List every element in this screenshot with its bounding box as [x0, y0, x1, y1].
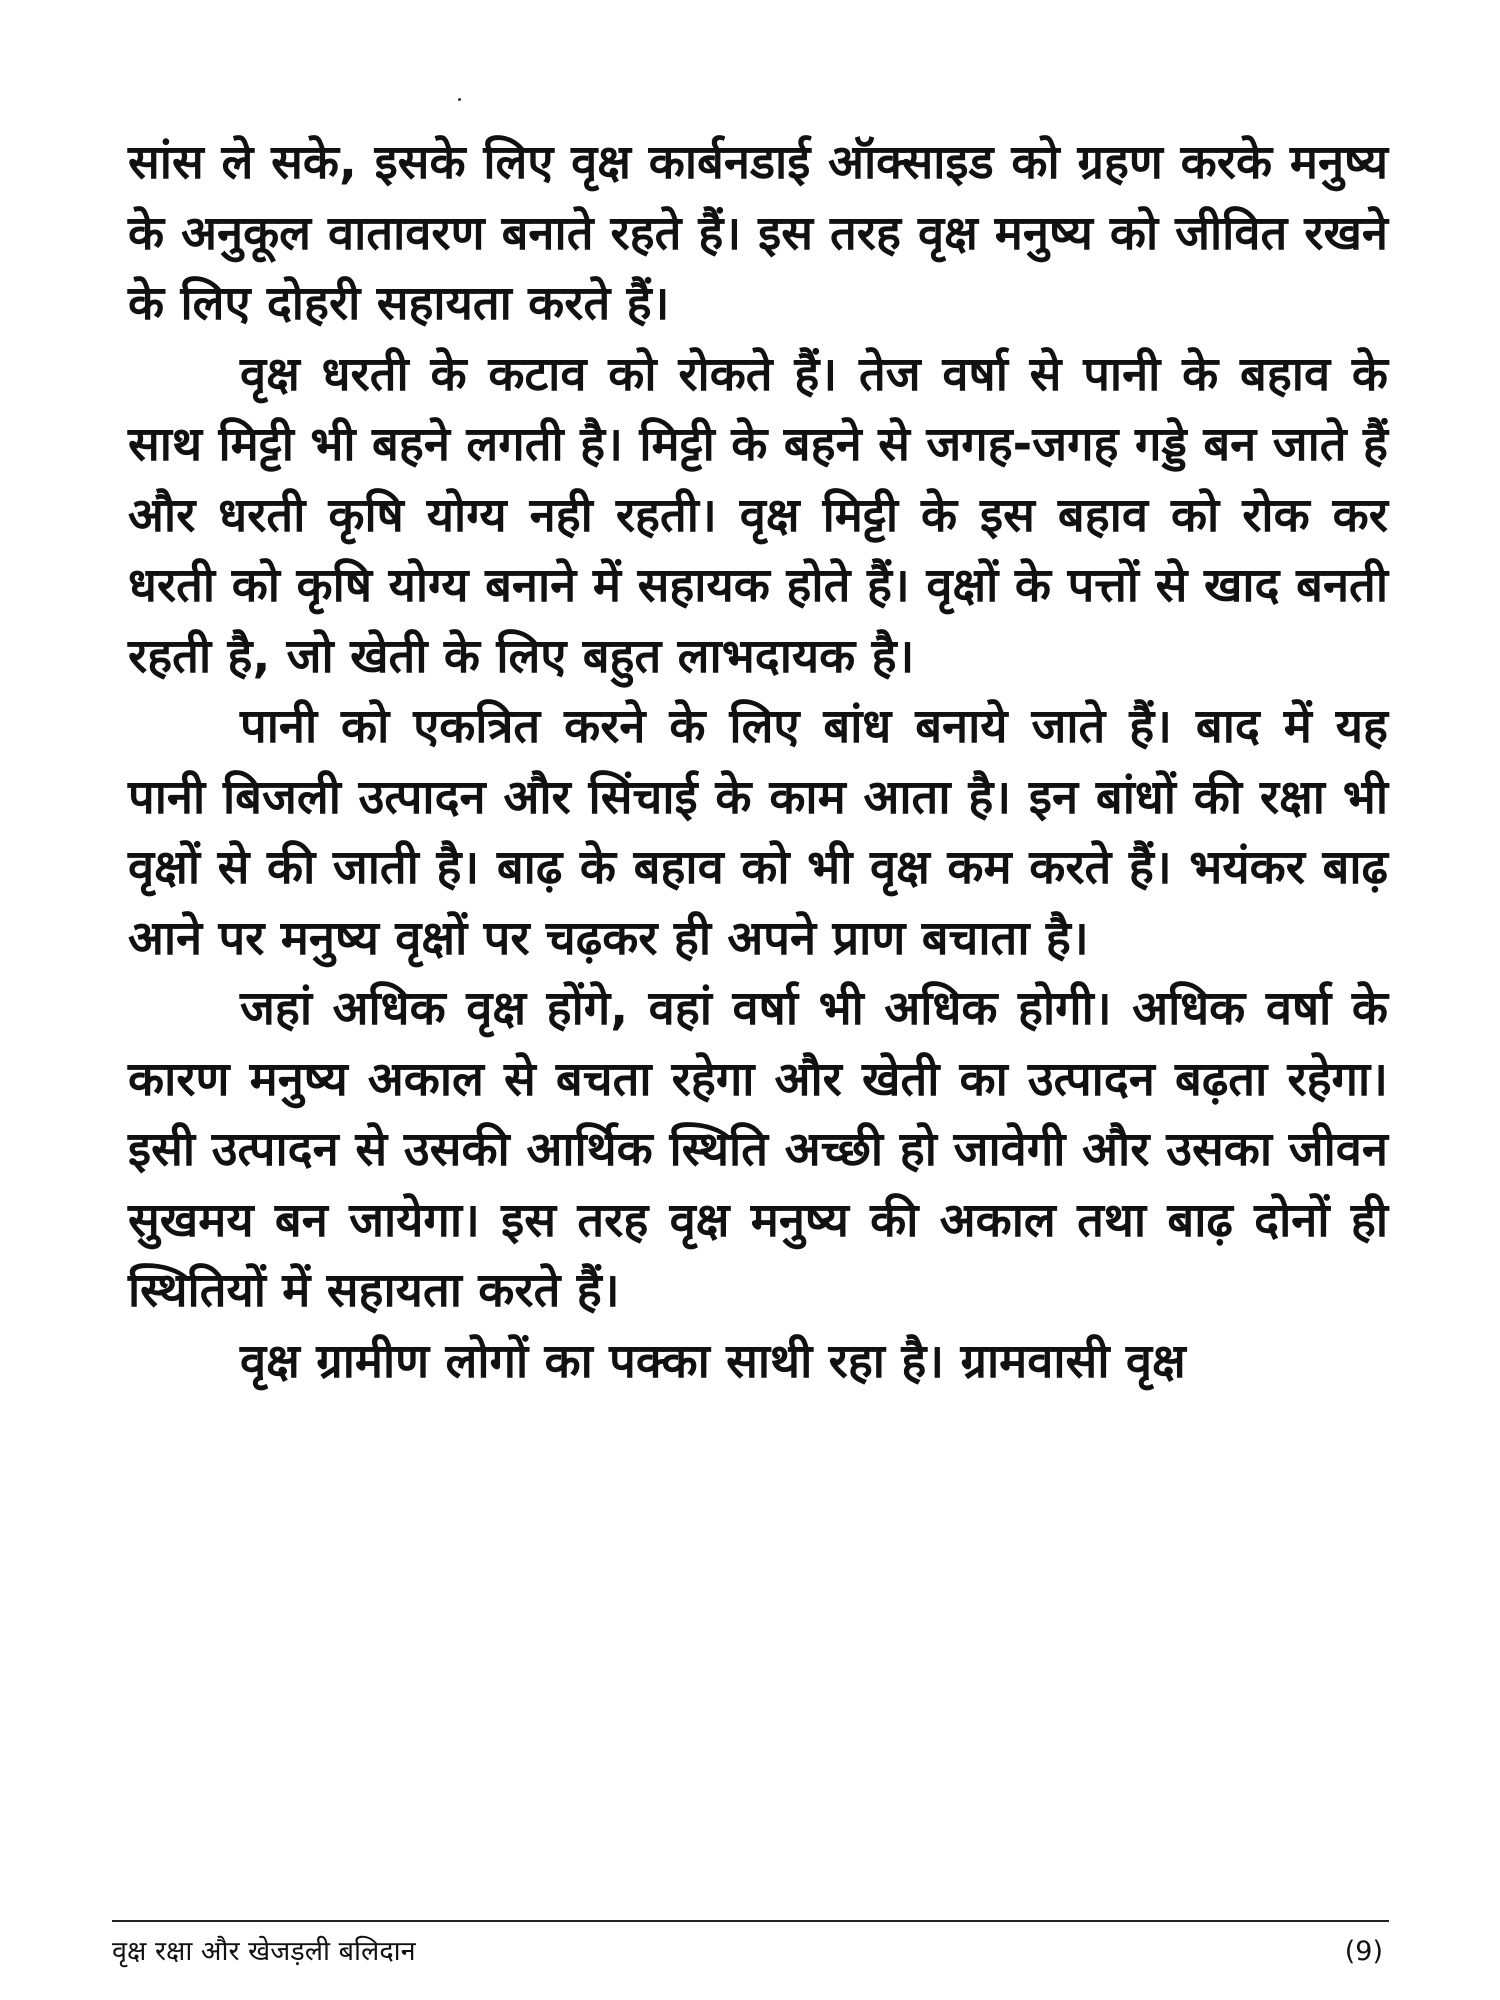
footer-page-number: (9)	[1344, 1936, 1383, 1967]
paragraph-2: वृक्ष धरती के कटाव को रोकते हैं। तेज वर्षा से पानी के बहाव के साथ मिट्टी भी बहने लगती है। मिट्टी के बहने से जगह-जगह गड्डे बन जाते हैं और धरती कृषि योग्य नही रहती। वृक्ष मिट्टी के इस बहाव को रोक कर धरती को कृषि योग्य बनाने में सहायक होते हैं। वृक्षों के पत्तों से खाद बनती रहती है, जो खेती के लिए बहुत लाभदायक है।	[128, 346, 1388, 684]
footer-book-title: वृक्ष रक्षा और खेजड़ली बलिदान	[112, 1936, 416, 1967]
body-text	[128, 128, 1388, 1397]
paragraph-3: पानी को एकत्रित करने के लिए बांध बनाये जाते हैं। बाद में यह पानी बिजली उत्पादन और सिंचाई के काम आता है। इन बांधों की रक्षा भी वृक्षों से की जाती है। बाढ़ के बहाव को भी वृक्ष कम करते हैं। भयंकर बाढ़ आने पर मनुष्य वृक्षों पर चढ़कर ही अपने प्राण बचाता है।	[128, 699, 1388, 966]
print-speck	[458, 98, 461, 101]
footer-rule	[112, 1920, 1389, 1922]
paragraph-1: सांस ले सके, इसके लिए वृक्ष कार्बनडाई ऑक्साइड को ग्रहण करके मनुष्य के अनुकूल वातावरण बनाते रहते हैं। इस तरह वृक्ष मनुष्य को जीवित रखने के लिए दोहरी सहायता करते हैं।	[128, 135, 1388, 331]
paragraph-4: जहां अधिक वृक्ष होंगे, वहां वर्षा भी अधिक होगी। अधिक वर्षा के कारण मनुष्य अकाल से बचता रहेगा और खेती का उत्पादन बढ़ता रहेगा। इसी उत्पादन से उसकी आर्थिक स्थिति अच्छी हो जावेगी और उसका जीवन सुखमय बन जायेगा। इस तरह वृक्ष मनुष्य की अकाल तथा बाढ़ दोनों ही स्थितियों में सहायता करते हैं।	[128, 981, 1388, 1318]
paragraph-5: वृक्ष ग्रामीण लोगों का पक्का साथी रहा है। ग्रामवासी वृक्ष	[240, 1333, 1186, 1389]
